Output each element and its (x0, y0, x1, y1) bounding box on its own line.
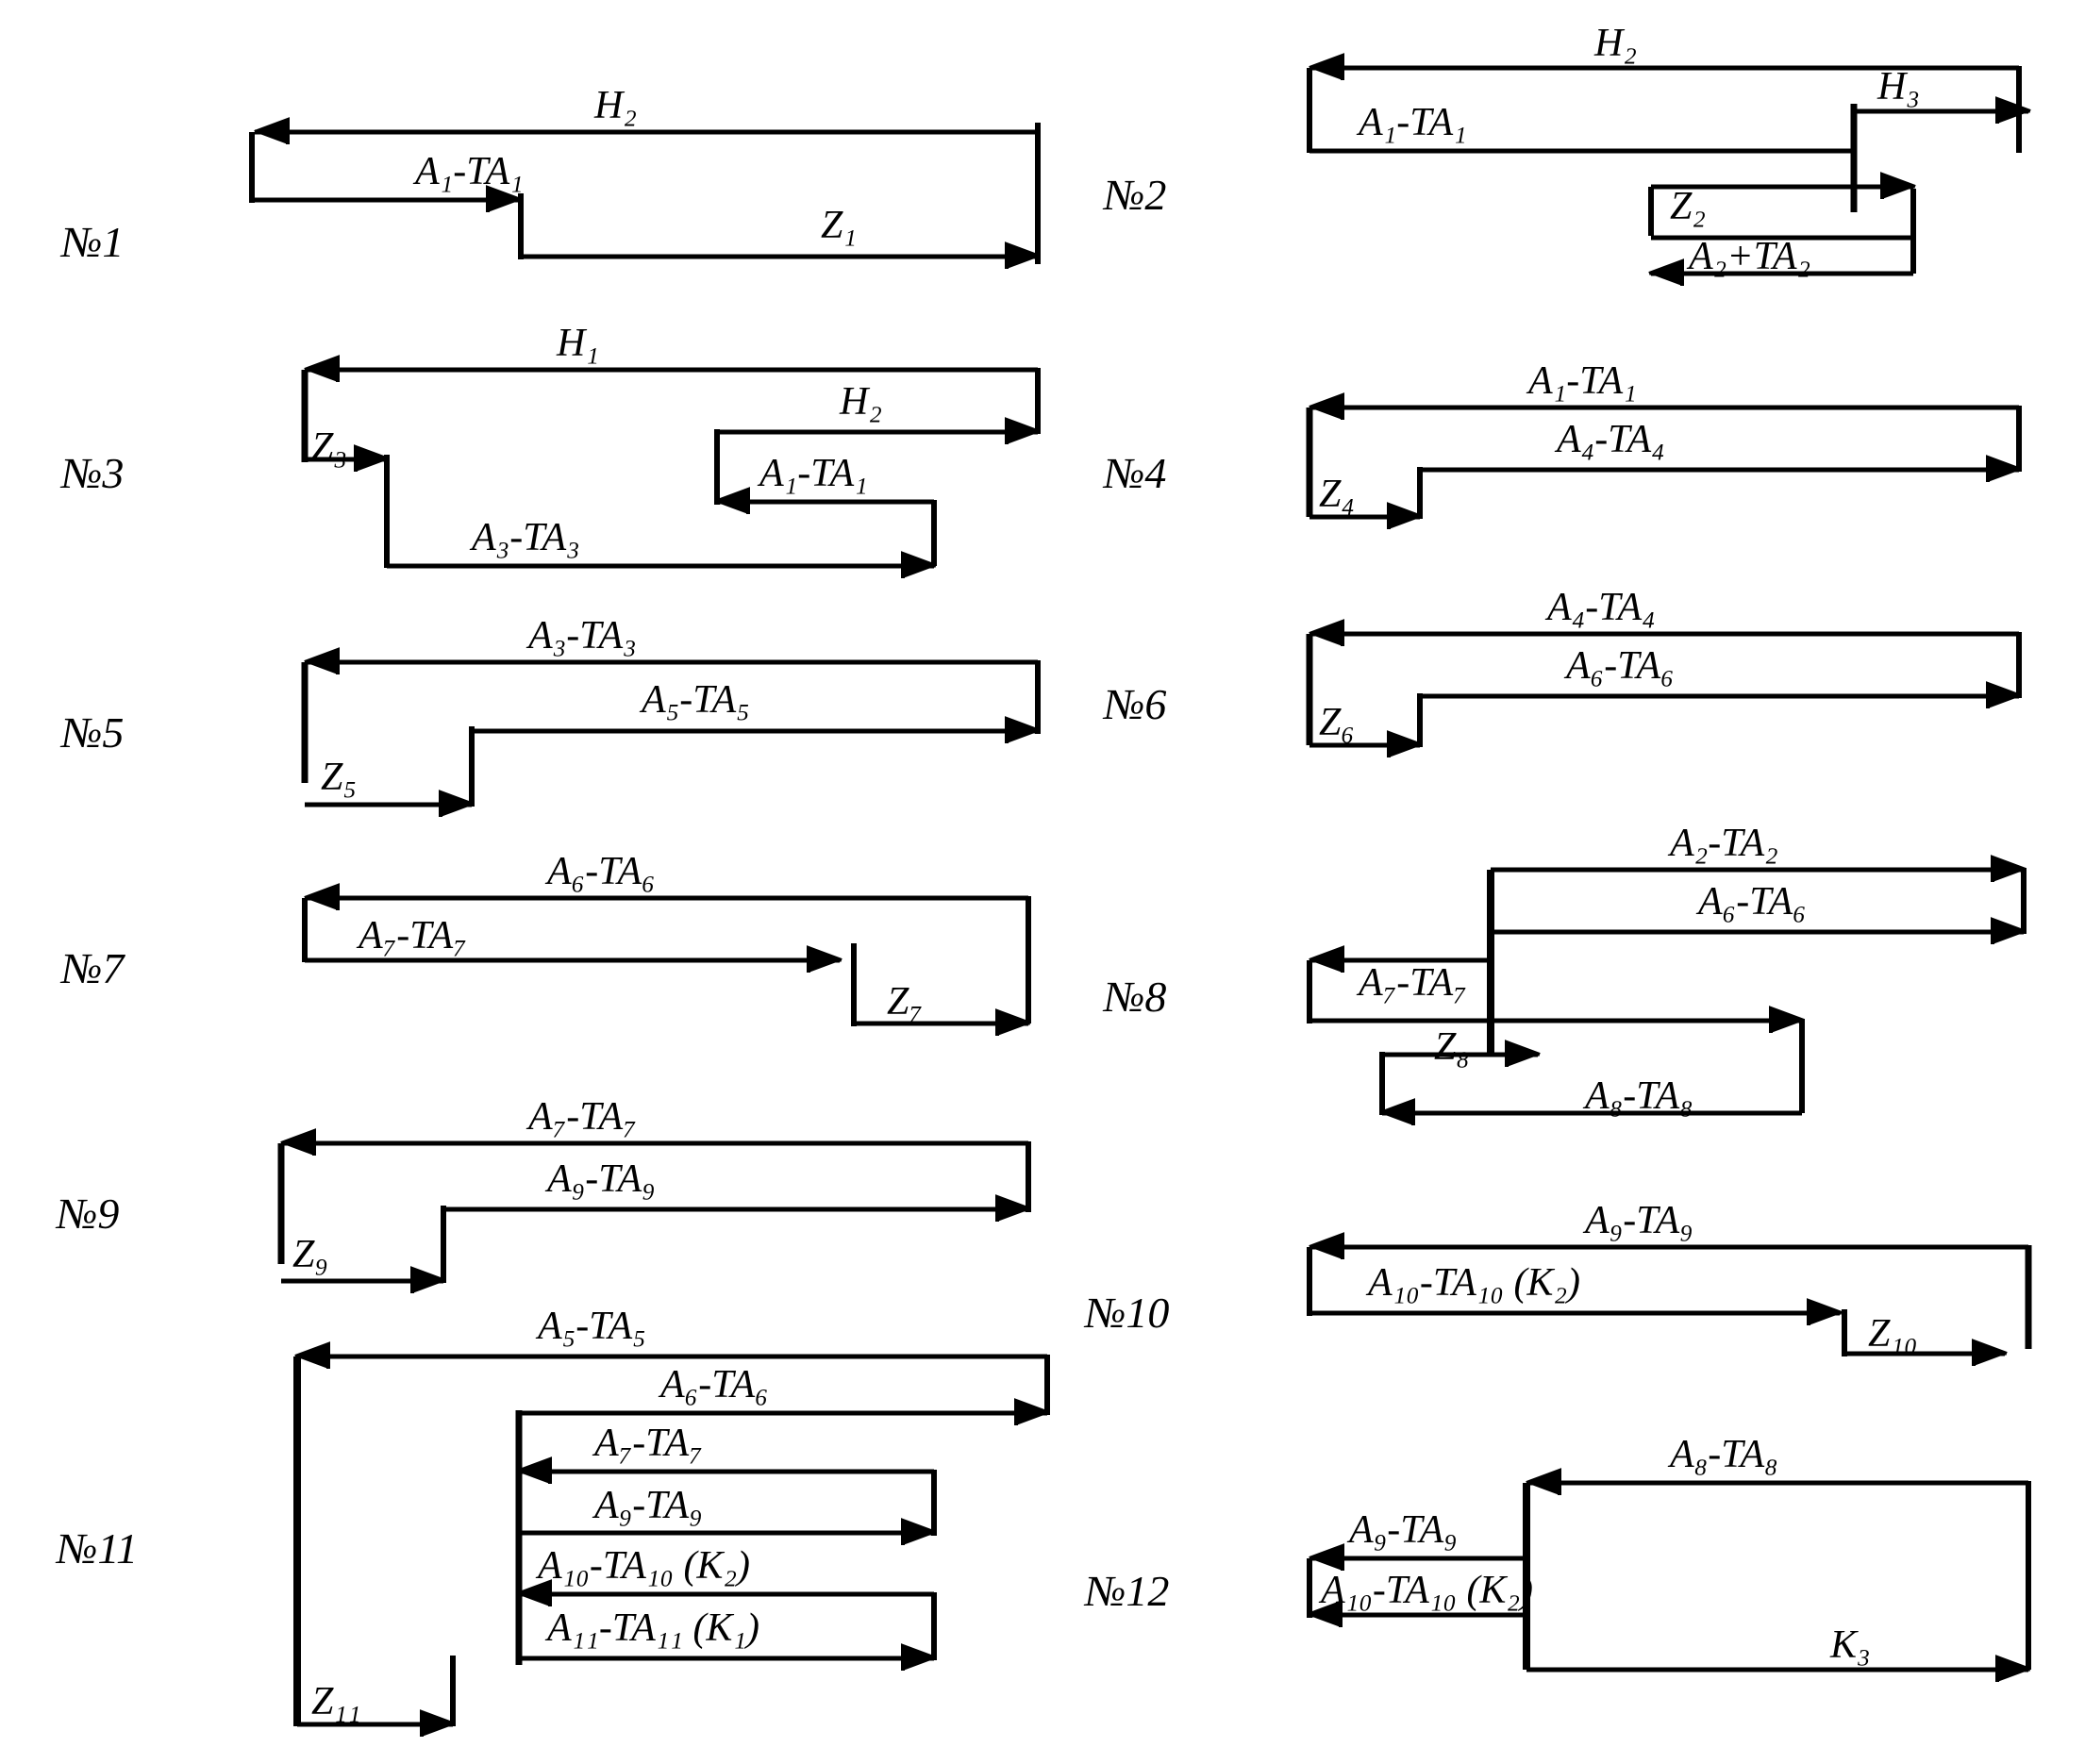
label-no4-a1: A₁-TA₁ (1528, 359, 1637, 403)
diagram-no3 (57, 322, 1000, 613)
diagram-tag-no8: №8 (1104, 973, 1167, 1021)
label-no3-a3: A₃-TA₃ (472, 516, 580, 559)
label-no3-h2: H₂ (840, 380, 882, 424)
label-no2-h3: H₃ (1877, 65, 1920, 108)
label-no10-a10: A₁₀-TA₁₀ (K₂) (1368, 1261, 1581, 1305)
label-no10-a9: A₉-TA₉ (1585, 1199, 1693, 1242)
label-no4-a4: A₄-TA₄ (1557, 418, 1665, 461)
diagram-no9-graphic (57, 1113, 1009, 1340)
diagram-no2 (1085, 22, 2047, 349)
label-no11-a11: A₁₁-TA₁₁ (K₁) (547, 1606, 760, 1650)
diagram-tag-no9: №9 (57, 1190, 120, 1238)
diagram-tag-no12: №12 (1085, 1567, 1170, 1615)
label-no1-h2: H₂ (594, 84, 637, 127)
diagram-no4 (1085, 359, 2047, 594)
diagram-tag-no7: №7 (61, 944, 125, 992)
label-no3-a1: A₁-TA₁ (759, 452, 868, 495)
label-no2-h2: H₂ (1594, 22, 1637, 65)
diagram-tag-no2: №2 (1104, 171, 1167, 219)
label-no12-a9: A₉-TA₉ (1349, 1508, 1458, 1552)
diagram-no1 (57, 84, 1000, 311)
label-no5-z5: Z₅ (321, 756, 357, 799)
label-no11-a5: A₅-TA₅ (538, 1305, 646, 1348)
label-no11-a9: A₉-TA₉ (594, 1484, 703, 1527)
label-no12-k3: K₃ (1830, 1623, 1871, 1667)
diagram-no10 (1085, 1199, 2047, 1434)
label-no9-a9: A₉-TA₉ (547, 1157, 656, 1201)
diagram-no12 (1085, 1433, 2047, 1755)
diagram-no1-graphic (57, 94, 1000, 311)
label-no7-a7: A₇-TA₇ (359, 914, 467, 957)
diagram-no5 (57, 614, 1000, 858)
diagram-no8-graphic (1085, 840, 2047, 1198)
diagram-no7 (57, 850, 1009, 1085)
label-no9-z9: Z₉ (292, 1233, 328, 1276)
label-no6-a6: A₆-TA₆ (1566, 644, 1675, 688)
diagram-tag-no5: №5 (61, 708, 125, 757)
diagram-tag-no10: №10 (1085, 1289, 1170, 1337)
diagram-no9 (57, 1095, 1009, 1340)
label-no5-a5: A₅-TA₅ (642, 678, 750, 722)
label-no12-a8: A₈-TA₈ (1670, 1433, 1778, 1476)
label-no1-z1: Z₁ (821, 204, 857, 247)
label-no3-z3: Z₃ (311, 425, 347, 469)
label-no7-a6: A₆-TA₆ (547, 850, 656, 893)
diagram-no6 (1085, 586, 2047, 830)
label-no7-z7: Z₇ (887, 980, 923, 1023)
label-no9-a7: A₇-TA₇ (528, 1095, 637, 1139)
diagram-tag-no11: №11 (57, 1524, 138, 1573)
label-no2-a1: A₁-TA₁ (1359, 101, 1467, 144)
label-no2-a2: A₂+TA₂ (1689, 235, 1811, 278)
label-no5-a3: A₃-TA₃ (528, 614, 637, 657)
label-no10-z10: Z₁₀ (1868, 1312, 1918, 1356)
label-no11-z11: Z₁₁ (311, 1680, 361, 1723)
label-no6-z6: Z₆ (1319, 701, 1355, 744)
diagram-no6-graphic (1085, 604, 2047, 830)
diagram-tag-no1: №1 (61, 218, 125, 266)
diagram-no11 (57, 1305, 1019, 1755)
label-no8-a6: A₆-TA₆ (1698, 880, 1807, 924)
diagram-no12-graphic (1085, 1443, 2047, 1755)
label-no11-a6: A₆-TA₆ (660, 1363, 769, 1406)
label-no3-h1: H₁ (557, 322, 599, 365)
diagram-tag-no4: №4 (1104, 449, 1167, 497)
diagram-no5-graphic (57, 632, 1000, 858)
diagram-no8 (1085, 822, 2047, 1198)
label-no4-z4: Z₄ (1319, 473, 1355, 516)
diagram-tag-no3: №3 (61, 449, 125, 497)
diagram-tag-no6: №6 (1104, 680, 1167, 728)
label-no11-a7: A₇-TA₇ (594, 1422, 703, 1465)
label-no8-a8: A₈-TA₈ (1585, 1074, 1693, 1118)
label-no2-z2: Z₂ (1670, 185, 1706, 228)
label-no8-a7: A₇-TA₇ (1359, 961, 1467, 1005)
label-no12-a10: A₁₀-TA₁₀ (K₂) (1321, 1569, 1534, 1612)
diagram-no11-graphic (57, 1321, 1019, 1755)
label-no11-a10: A₁₀-TA₁₀ (K₂) (538, 1544, 751, 1588)
diagram-no7-graphic (57, 868, 1009, 1085)
label-no1-a1: A₁-TA₁ (415, 150, 524, 193)
label-no6-a4: A₄-TA₄ (1547, 586, 1656, 629)
diagram-no4-graphic (1085, 377, 2047, 594)
label-no8-z8: Z₈ (1434, 1025, 1470, 1069)
label-no8-a2: A₂-TA₂ (1670, 822, 1778, 865)
